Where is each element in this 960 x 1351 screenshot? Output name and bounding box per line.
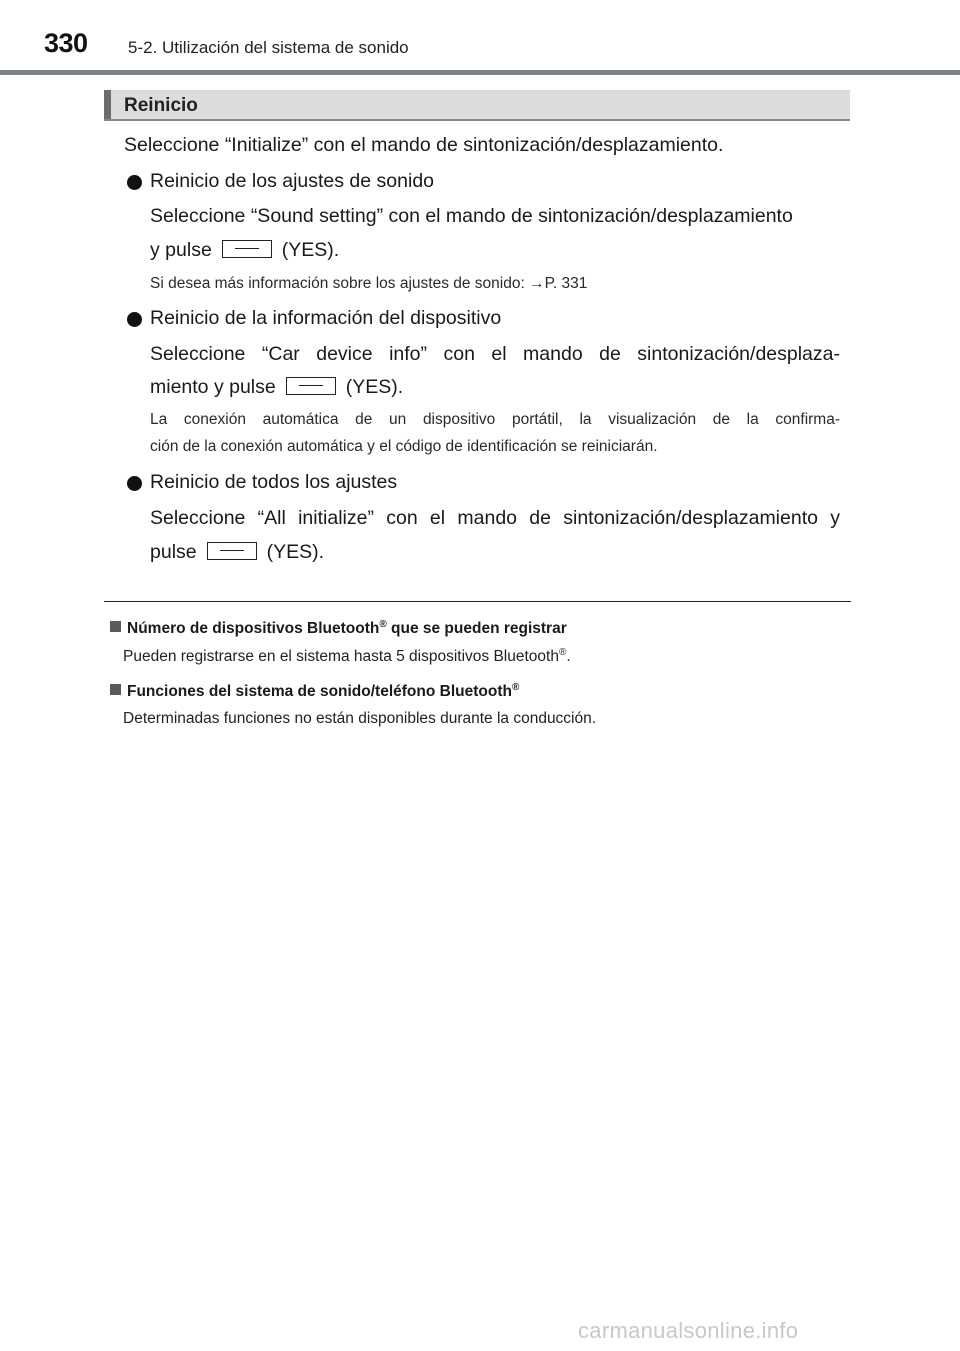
item-2-instruction-post: (YES).: [345, 376, 404, 398]
bullet-icon: [127, 476, 142, 491]
yes-button-icon: [286, 377, 336, 395]
item-1-instruction-post: (YES).: [281, 239, 340, 261]
item-1-instruction-pre: y pulse: [150, 239, 212, 261]
yes-button-icon: [222, 240, 272, 258]
chapter-title: 5-2. Utilización del sistema de sonido: [128, 38, 409, 57]
note-1-heading-text: Número de dispositivos Bluetooth: [127, 620, 380, 638]
note-2-heading-text: Funciones del sistema de sonido/teléfono Bluetooth: [127, 683, 512, 701]
bullet-icon: [127, 312, 142, 327]
item-2-note-line1: La conexión automática de un dispositivo portátil, la visualización de la confirma-: [150, 411, 840, 428]
item-1-title: Reinicio de los ajustes de sonido: [150, 170, 435, 192]
section-heading-bar: [104, 90, 850, 121]
item-2-instruction: Seleccione “Car device info” con el mando de sintonización/desplaza-: [150, 343, 840, 365]
registered-mark: ®: [558, 647, 567, 658]
item-1-instruction: Seleccione “Sound setting” con el mando de sintonización/desplazamiento: [150, 205, 793, 227]
section-title: Reinicio: [124, 95, 198, 116]
item-2-title: Reinicio de la información del dispositivo: [150, 307, 502, 329]
registered-mark: ®: [379, 619, 387, 630]
note-1-body-text-end: .: [566, 648, 571, 666]
note-1-body: [123, 647, 571, 666]
note-1-body-text: Pueden registrarse en el sistema hasta 5 dispositivos Bluetooth: [123, 648, 559, 666]
item-3-instruction: Seleccione “All initialize” con el mando de sintonización/desplazamiento y: [150, 507, 840, 529]
item-3-instruction-post: (YES).: [266, 541, 325, 563]
registered-mark: ®: [511, 682, 520, 693]
note-2-heading: [110, 682, 519, 701]
note-1-heading-text-end: que se pueden registrar: [386, 620, 567, 638]
item-3-instruction-pre: pulse: [150, 541, 197, 563]
section-accent: [104, 90, 111, 119]
note-1-heading: [110, 619, 567, 638]
note-2-body: Determinadas funciones no están disponibles durante la conducción.: [123, 710, 597, 727]
note-square-icon: [110, 684, 121, 695]
bullet-icon: [127, 175, 142, 190]
section-divider: [104, 601, 851, 602]
watermark: carmanualsonline.info: [578, 1318, 799, 1343]
item-1-note: Si desea más información sobre los ajustes de sonido: →P. 331: [150, 275, 588, 292]
item-2-note-line2: ción de la conexión automática y el código de identificación se reiniciarán.: [150, 438, 658, 455]
item-1-instruction-cont: [150, 239, 339, 262]
intro-text: Seleccione “Initialize” con el mando de sintonización/desplazamiento.: [124, 134, 724, 156]
page-header: [0, 0, 960, 76]
header-rule: [0, 70, 960, 75]
item-2-instruction-pre: miento y pulse: [150, 376, 276, 398]
note-square-icon: [110, 621, 121, 632]
item-3-title: Reinicio de todos los ajustes: [150, 471, 398, 493]
item-2-instruction-cont: [150, 376, 403, 399]
page-number: 330: [44, 28, 88, 58]
yes-button-icon: [207, 542, 257, 560]
item-3-instruction-cont: [150, 541, 324, 564]
